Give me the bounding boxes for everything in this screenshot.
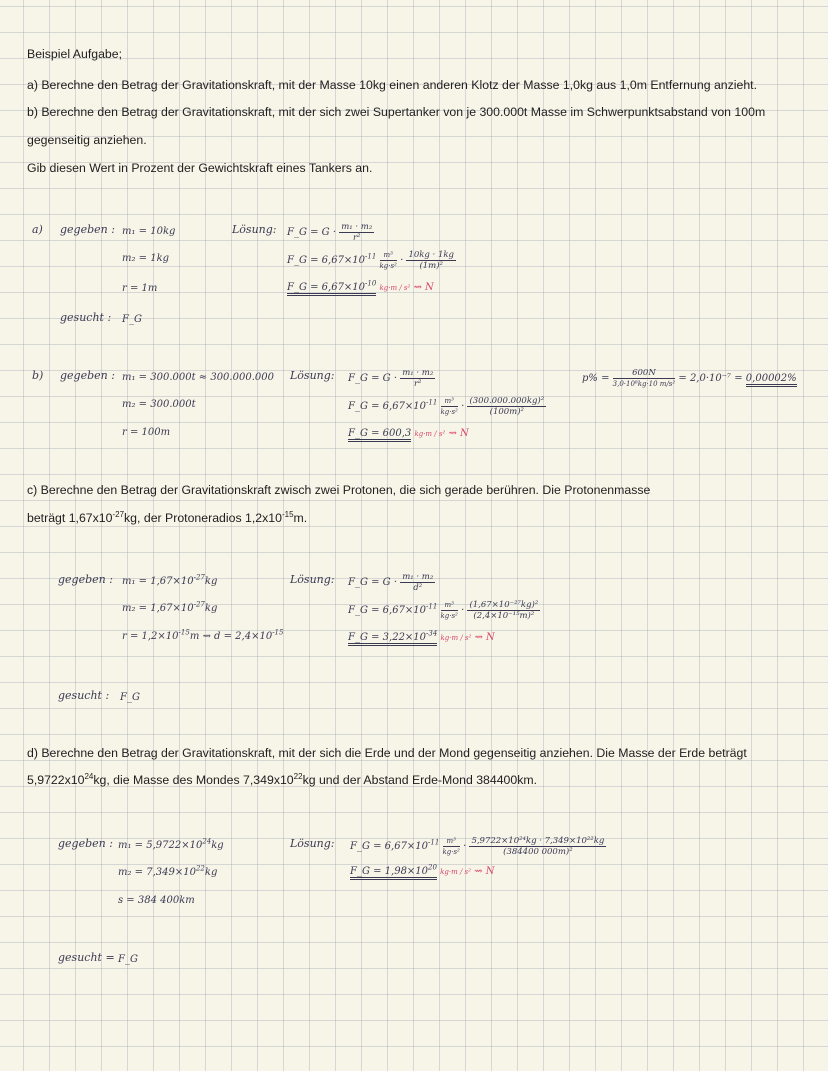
part-d-distance: s = 384 400km bbox=[118, 895, 195, 906]
part-c-m2: $m_2 = 1,67\times 10^{-27}kg$ bbox=[122, 600, 218, 614]
part-a-r: r = 1m bbox=[122, 283, 158, 294]
part-a-substitution: F_G = $6,67\times 10^{-11}$ $\frac{\text{m³}}{\text{kg·s²}}$ · $\frac{10kg \cdot 1kg}{\text{(1m)²}}$ bbox=[287, 250, 454, 271]
part-b-result: F_G = 600,3 kg·m / s² ⇝ N bbox=[348, 428, 469, 440]
part-d-sought-fg: F_G bbox=[118, 954, 138, 965]
part-a-result: F_G = $6,67\times 10^{-10}$ kg·m / s² ⇝ N bbox=[287, 282, 434, 294]
part-c-sought-fg: F_G bbox=[120, 692, 140, 703]
part-b-solution-label: Lösung: bbox=[290, 369, 335, 382]
part-c-given-label: gegeben : bbox=[58, 573, 113, 586]
part-a-m1: m₁ = 10kg bbox=[122, 226, 176, 237]
part-d-substitution: F_G = $6,67\times 10^{-11}$ $\frac{\text{m³}}{\text{kg·s²}}$ · $\frac{\text{5,9722×10²⁴kg · 7,349×10²²kg}}{\text{(384400 000m)²}}$ bbox=[350, 836, 605, 857]
part-b-given-label: gegeben : bbox=[60, 369, 115, 382]
task-b-text-line2: gegenseitig anziehen. bbox=[27, 133, 147, 147]
part-c-substitution: F_G = $6,67\times 10^{-11}$ $\frac{\text{m³}}{\text{kg·s²}}$ · $\frac{\text{(1,67×10⁻²⁷kg)²}}{\text{(2,4×10⁻¹⁵m)²}}$ bbox=[348, 600, 539, 621]
task-d-text-line1: d) Berechne den Betrag der Gravitationskraft, mit der sich die Erde und der Mond gegenseitig anziehen. Die Masse der Erde beträgt bbox=[27, 746, 747, 760]
part-b-substitution: F_G = $6,67\times 10^{-11}$ $\frac{\text{m³}}{\text{kg·s²}}$ · $\frac{\text{(300.000.000kg)²}}{\text{(100m)²}}$ bbox=[348, 396, 545, 417]
part-c-r: $r = 1,2\times 10^{-15}m$ ⇝ $d = 2,4\times 10^{-15}$ bbox=[122, 628, 284, 642]
part-c-sought-label: gesucht : bbox=[58, 689, 110, 702]
part-a-sought-label: gesucht : bbox=[60, 311, 112, 324]
task-d-text-line2: $5,9722x10^{24}kg$, die Masse des Mondes $7,349x10^{22}kg$ und der Abstand Erde-Mond 384400km. bbox=[27, 772, 538, 787]
part-b-m2: m₂ = 300.000t bbox=[122, 399, 196, 410]
part-a-sought-fg: F_G bbox=[122, 314, 142, 325]
part-b-m1: m₁ = 300.000t ≈ 300.000.000 bbox=[122, 372, 274, 383]
part-a-formula: F_G = G · $\frac{\text{m₁ · m₂}}{\text{r²}}$ bbox=[287, 222, 373, 243]
part-b-r: r = 100m bbox=[122, 427, 171, 438]
part-d-given-label: gegeben : bbox=[58, 837, 113, 850]
part-b-formula: F_G = G · $\frac{\text{m₁ · m₂}}{\text{r²}}$ bbox=[348, 368, 434, 389]
part-d-sought-label: gesucht = bbox=[58, 951, 115, 964]
part-c-solution-label: Lösung: bbox=[290, 573, 335, 586]
exercise-heading: Beispiel Aufgabe; bbox=[27, 47, 123, 61]
task-c-text-line2: beträgt $1,67x10^{-27}kg$, der Protoneradios $1,2x10^{-15}m$. bbox=[27, 510, 308, 525]
part-a-m2: m₂ = 1kg bbox=[122, 253, 170, 264]
task-a-text: a) Berechne den Betrag der Gravitationskraft, mit der Masse 10kg einen anderen Klotz der Masse 1,0kg aus 1,0m Entfernung anzieht. bbox=[27, 78, 758, 92]
part-c-m1: $m_1 = 1,67\times 10^{-27}kg$ bbox=[122, 573, 218, 587]
part-d-result: F_G = $1,98\times 10^{20}$ kg·m / s² ⇝ N bbox=[350, 866, 494, 878]
task-c-text-line1: c) Berechne den Betrag der Gravitationskraft zwisch zwei Protonen, die sich gerade berühren. Die Protonenmasse bbox=[27, 483, 651, 497]
part-d-solution-label: Lösung: bbox=[290, 837, 335, 850]
task-b-text-line3: Gib diesen Wert in Prozent der Gewichtskraft eines Tankers an. bbox=[27, 161, 373, 175]
part-c-result: F_G = $3,22\times 10^{-34}$ kg·m / s² ⇝ N bbox=[348, 632, 495, 644]
part-a-solution-label: Lösung: bbox=[232, 223, 277, 236]
task-b-text-line1: b) Berechne den Betrag der Gravitationskraft, mit der sich zwei Supertanker von je 300.000t Masse im Schwerpunktsabstand von 100m bbox=[27, 105, 766, 119]
part-d-m2: $m_2 = 7,349\times 10^{22}kg$ bbox=[118, 864, 218, 878]
part-a-given-label: gegeben : bbox=[60, 223, 115, 236]
part-a-label: a) bbox=[32, 223, 43, 236]
part-b-label: b) bbox=[32, 369, 44, 382]
part-c-formula: F_G = G · $\frac{\text{m₁ · m₂}}{\text{d²}}$ bbox=[348, 572, 434, 593]
part-d-m1: $m_1 = 5,9722\times 10^{24}kg$ bbox=[118, 837, 224, 851]
part-b-percentage: p% = $\frac{600N}{\text{3,0·10⁸kg·10 m/s²}}$ = 2,0·10⁻⁷ = 0,00002% bbox=[582, 368, 797, 388]
